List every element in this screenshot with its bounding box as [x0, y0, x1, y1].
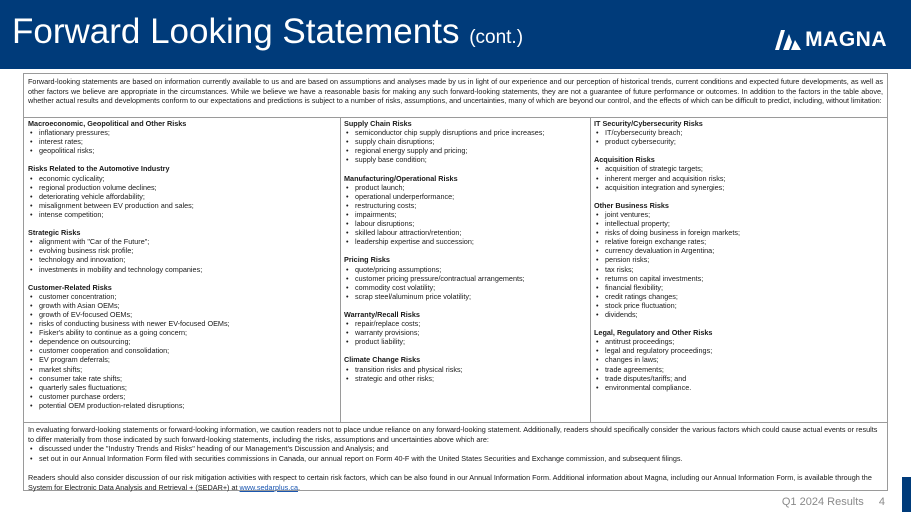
risk-list: [344, 128, 589, 164]
risk-item: • inflationary pressures;: [28, 128, 338, 137]
risk-list: [594, 210, 884, 319]
risk-item: • trade agreements;: [594, 365, 884, 374]
closing-bullets: [28, 444, 883, 463]
risk-item: • warranty provisions;: [344, 328, 589, 337]
footer-label: Q1 2024 Results: [781, 496, 864, 508]
risk-item: • geopolitical risks;: [28, 146, 338, 155]
risk-section-heading: Supply Chain Risks: [344, 119, 412, 128]
risk-item: • pension risks;: [594, 255, 884, 264]
risk-item: • leadership expertise and succession;: [344, 237, 589, 246]
title-text: Forward Looking Statements: [12, 12, 460, 51]
title-suffix: (cont.): [469, 27, 524, 48]
risk-list: [28, 292, 338, 410]
risk-item: • supply chain disruptions;: [344, 137, 589, 146]
risk-item: • currency devaluation in Argentina;: [594, 246, 884, 255]
risk-item: • dependence on outsourcing;: [28, 337, 338, 346]
risk-item: • commodity cost volatility;: [344, 283, 589, 292]
risk-section-heading: IT Security/Cybersecurity Risks: [594, 119, 703, 128]
risk-item: • interest rates;: [28, 137, 338, 146]
risk-list: [594, 128, 884, 146]
risk-item: • tax risks;: [594, 265, 884, 274]
risk-item: • customer concentration;: [28, 292, 338, 301]
risk-item: • strategic and other risks;: [344, 374, 589, 383]
risk-section-heading: Climate Change Risks: [344, 355, 421, 365]
magna-logo-icon: [775, 30, 801, 50]
risk-item: • technology and innovation;: [28, 255, 338, 264]
risk-item: • transition risks and physical risks;: [344, 365, 589, 374]
risk-item: • growth with Asian OEMs;: [28, 301, 338, 310]
risk-item: • trade disputes/tariffs; and: [594, 374, 884, 383]
risk-item: • Fisker's ability to continue as a going concern;: [28, 328, 338, 337]
risk-item: • dividends;: [594, 310, 884, 319]
risk-list: [28, 128, 338, 155]
risk-item: • acquisition of strategic targets;: [594, 164, 884, 173]
logo-text: MAGNA: [805, 28, 887, 51]
risk-item: • regional production volume declines;: [28, 183, 338, 192]
risk-item: • labour disruptions;: [344, 219, 589, 228]
risk-item: • potential OEM production-related disruptions;: [28, 401, 338, 410]
risk-section-heading: Warranty/Recall Risks: [344, 309, 420, 319]
risk-item: • investments in mobility and technology companies;: [28, 265, 338, 274]
closing-bullet: • set out in our Annual Information Form filed with securities commissions in Canada, our annual report on Form 40-F with the United States Securities and Exchange commission, and subsequent filings.: [28, 454, 883, 464]
closing-bullet: • discussed under the "Industry Trends and Risks" heading of our Management's Discussion and Analysis; and: [28, 444, 883, 454]
risk-item: • product cybersecurity;: [594, 137, 884, 146]
risk-item: • scrap steel/aluminum price volatility;: [344, 292, 589, 301]
risk-item: • evolving business risk profile;: [28, 246, 338, 255]
closing-paragraph-2-text: Readers should also consider discussion of our risk mitigation activities with respect to certain risk factors, which can be also found in our Annual Information Form. Additional information about Magna, including our Annual Information Form, is available through the System for Electronic Data Analysis and Retrieval + (SEDAR+) at: [28, 472, 872, 492]
risk-column-1: [28, 119, 338, 419]
risk-item: • semiconductor chip supply disruptions and price increases;: [344, 128, 589, 137]
risk-item: • economic cyclicality;: [28, 174, 338, 183]
risk-list: [344, 365, 589, 383]
sedar-link[interactable]: www.sedarplus.ca: [239, 482, 298, 492]
risk-list: [344, 183, 589, 247]
risk-item: • consumer take rate shifts;: [28, 374, 338, 383]
risk-item: • stock price fluctuation;: [594, 301, 884, 310]
risk-section-heading: Acquisition Risks: [594, 155, 655, 165]
content-box: [23, 73, 888, 491]
risk-item: • acquisition integration and synergies;: [594, 183, 884, 192]
risk-list: [344, 319, 589, 346]
risk-section-heading: Other Business Risks: [594, 200, 669, 210]
risk-section-heading: Legal, Regulatory and Other Risks: [594, 328, 713, 338]
divider: [24, 422, 887, 423]
corner-accent: [902, 477, 911, 512]
risk-item: • customer purchase orders;: [28, 392, 338, 401]
risk-item: • environmental compliance.: [594, 383, 884, 392]
risk-section-heading: Manufacturing/Operational Risks: [344, 173, 458, 183]
risk-item: • quarterly sales fluctuations;: [28, 383, 338, 392]
risk-item: • EV program deferrals;: [28, 355, 338, 364]
risk-item: • customer cooperation and consolidation;: [28, 346, 338, 355]
risk-column-3: [594, 119, 884, 401]
risk-item: • antitrust proceedings;: [594, 337, 884, 346]
risk-item: • quote/pricing assumptions;: [344, 265, 589, 274]
risk-list: [28, 174, 338, 219]
risk-column-2: [344, 119, 589, 392]
closing-paragraph-1: In evaluating forward-looking statements or forward-looking information, we caution readers not to place undue reliance on any forward-looking statement. Additionally, readers should specifically consider the various factors which could cause actual events or results to differ materially from those indicated by such forward-looking statements, including the risks, assumptions and uncertainties above which are:: [28, 425, 878, 444]
risk-item: • growth of EV-focused OEMs;: [28, 310, 338, 319]
closing-period: .: [297, 482, 300, 492]
magna-logo: [775, 28, 887, 52]
risk-item: • market shifts;: [28, 365, 338, 374]
divider: [24, 117, 887, 118]
risk-item: • operational underperformance;: [344, 192, 589, 201]
risk-item: • intellectual property;: [594, 219, 884, 228]
risk-item: • intense competition;: [28, 210, 338, 219]
risk-item: • skilled labour attraction/retention;: [344, 228, 589, 237]
page-title: [12, 10, 523, 60]
risk-section-heading: Risks Related to the Automotive Industry: [28, 164, 170, 174]
risk-section-heading: Customer-Related Risks: [28, 282, 112, 292]
risk-item: • legal and regulatory proceedings;: [594, 346, 884, 355]
risk-item: • IT/cybersecurity breach;: [594, 128, 884, 137]
risk-item: • inherent merger and acquisition risks;: [594, 174, 884, 183]
risk-item: • changes in laws;: [594, 355, 884, 364]
header-bar: [0, 0, 911, 69]
risk-item: • product liability;: [344, 337, 589, 346]
intro-paragraph: Forward-looking statements are based on information currently available to us and are based on assumptions and analyses made by us in light of our experience and our perception of historical trends, current conditions and expected future developments, as well as other factors we believe are appropriate in the circumstances. While we believe we have a reasonable basis for making any such forward-looking statements, they are not a guarantee of future performance or outcomes. In addition to the factors in the table above, whether actual results and developments conform to our expectations and predictions is subject to a number of risks, assumptions, and uncertainties, many of which are beyond our control, and the effects of which can be difficult to predict, including, without limitation:: [28, 77, 883, 106]
risk-item: • risks of conducting business with newer EV-focused OEMs;: [28, 319, 338, 328]
risk-section-heading: Strategic Risks: [28, 228, 81, 238]
risk-item: • alignment with "Car of the Future";: [28, 237, 338, 246]
column-divider: [590, 117, 591, 422]
risk-item: • product launch;: [344, 183, 589, 192]
risk-item: • deteriorating vehicle affordability;: [28, 192, 338, 201]
column-divider: [340, 117, 341, 422]
risk-item: • customer pricing pressure/contractual arrangements;: [344, 274, 589, 283]
risk-item: • joint ventures;: [594, 210, 884, 219]
risk-section-heading: Pricing Risks: [344, 255, 390, 265]
risk-list: [594, 164, 884, 191]
closing-text: [28, 425, 883, 492]
risk-item: • credit ratings changes;: [594, 292, 884, 301]
risk-item: • impairments;: [344, 210, 589, 219]
risk-section-heading: Macroeconomic, Geopolitical and Other Risks: [28, 119, 187, 128]
page-number: 4: [878, 496, 885, 508]
risk-item: • returns on capital investments;: [594, 274, 884, 283]
risk-list: [594, 337, 884, 392]
footer: [782, 496, 885, 508]
closing-paragraph-2: [28, 473, 883, 492]
risk-item: • supply base condition;: [344, 155, 589, 164]
risk-item: • regional energy supply and pricing;: [344, 146, 589, 155]
risk-item: • restructuring costs;: [344, 201, 589, 210]
risk-item: • relative foreign exchange rates;: [594, 237, 884, 246]
risk-item: • risks of doing business in foreign markets;: [594, 228, 884, 237]
risk-item: • financial flexibility;: [594, 283, 884, 292]
risk-list: [28, 237, 338, 273]
risk-list: [344, 265, 589, 301]
risk-item: • repair/replace costs;: [344, 319, 589, 328]
risk-item: • misalignment between EV production and sales;: [28, 201, 338, 210]
